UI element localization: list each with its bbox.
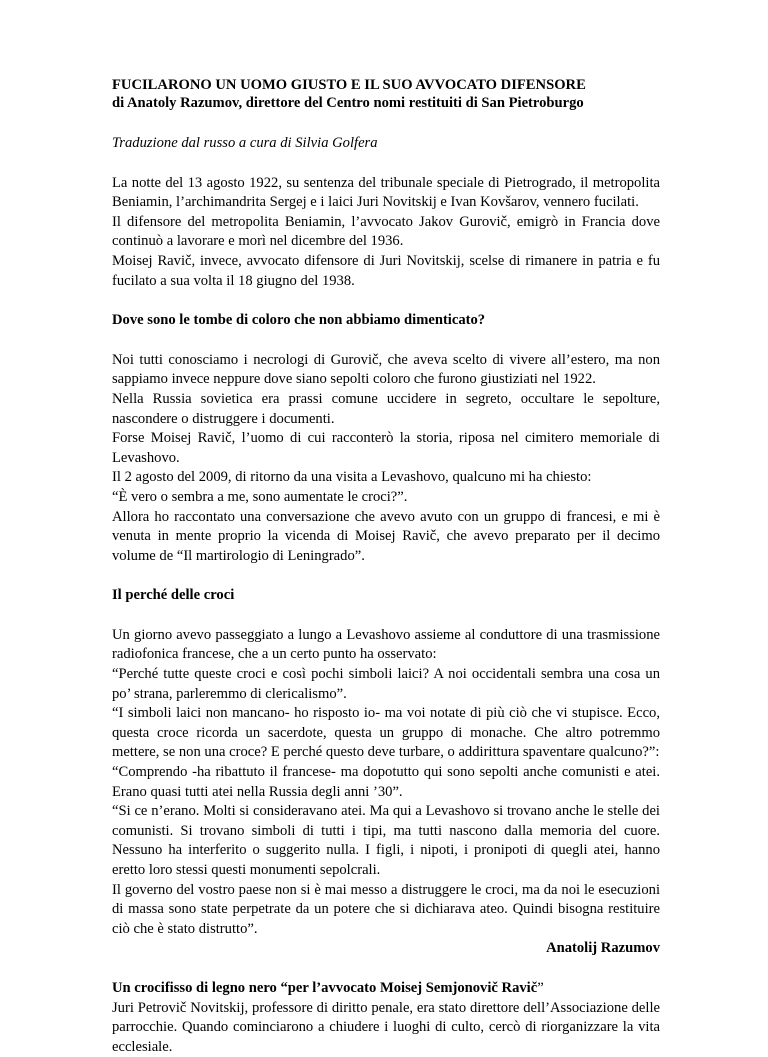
section-tombs: [112, 351, 660, 567]
paragraph-line: La notte del 13 agosto 1922, su sentenza del tribunale speciale di Pietrogrado, il metropolita Beniamin, l’archimandrita Sergej e i laici Juri Novitskij e Ivan Kovšarov, vennero fucilati.: [112, 174, 660, 211]
document-title: FUCILARONO UN UOMO GIUSTO E IL SUO AVVOCATO DIFENSORE: [112, 77, 586, 93]
section-heading-tombs: Dove sono le tombe di coloro che non abbiamo dimenticato?: [112, 312, 486, 329]
paragraph-line: “Perché tutte queste croci e così pochi simboli laici? A noi occidentali sembra una cosa un po’ strana, parleremmo di clericalismo”.: [112, 666, 660, 702]
paragraph-line: Moisej Ravič, invece, avvocato difensore di Juri Novitskij, scelse di rimanere in patria e fu fucilato a sua volta il 18 giugno del 1938.: [112, 252, 660, 289]
paragraph-line: “I simboli laici non mancano- ho risposto io- ma voi notate di più ciò che vi stupisce. Ecco, questa croce ricorda un sacerdote, questa un gruppo di monache. Che altro potremmo mettere, se non una croce? E perché questo deve turbare, o addirittura spaventare qualcuno?”:: [112, 705, 660, 761]
heading-bold-part: Un crocifisso di legno nero “per l’avvocato Moisej Semjonovič Ravič: [112, 979, 538, 996]
paragraph-line: Il difensore del metropolita Beniamin, l’avvocato Jakov Gurovič, emigrò in Francia dove continuò a lavorare e morì nel dicembre del 1936.: [112, 213, 660, 250]
paragraph-line: Forse Moisej Ravič, l’uomo di cui racconterò la storia, riposa nel cimitero memoriale di Levashovo.: [112, 430, 660, 466]
paragraph-line: “È vero o sembra a me, sono aumentate le croci?”.: [112, 488, 408, 505]
author-signature: Anatolij Razumov: [546, 940, 660, 957]
section-crucifix-text: Juri Petrovič Novitskij, professore di diritto penale, era stato direttore dell’Associazione delle parrocchie. Quando cominciarono a chiudere i luoghi di culto, cercò di riorganizzare la vita ecclesiale.: [112, 999, 660, 1055]
document-page: [112, 76, 660, 1057]
paragraph-line: “Si ce n’erano. Molti si consideravano atei. Ma qui a Levashovo si trovano anche le stelle dei comunisti. Si trovano simboli di tutti i tipi, ma tutti nascono dalla memoria del cuore. Nessuno ha interferito o suggerito nulla. I figli, i nipoti, i pronipoti di quegli atei, hanno eretto loro stessi questi monumenti sepolcrali.: [112, 803, 660, 878]
section-crosses: [112, 626, 660, 959]
document-subtitle: di Anatoly Razumov, direttore del Centro nomi restituiti di San Pietroburgo: [112, 95, 584, 111]
paragraph-line: Il 2 agosto del 2009, di ritorno da una visita a Levashovo, qualcuno mi ha chiesto:: [112, 469, 592, 486]
intro-paragraph: [112, 174, 660, 292]
paragraph-line: Allora ho raccontato una conversazione che avevo avuto con un gruppo di francesi, e mi è venuta in mente proprio la vicenda di Moisej Ravič, che avevo preparato per il decimo volume de “Il martirologio di Leningrado”.: [112, 508, 660, 564]
paragraph-line: Un giorno avevo passeggiato a lungo a Levashovo assieme al conduttore di una trasmissione radiofonica francese, che a un certo punto ha osservato:: [112, 626, 660, 663]
paragraph-line: Nella Russia sovietica era prassi comune uccidere in segreto, occultare le sepolture, nascondere o distruggere i documenti.: [112, 390, 660, 427]
paragraph-line: Il governo del vostro paese non si è mai messo a distruggere le croci, ma da noi le esecuzioni di massa sono state perpetrate da un potere che si dichiarava ateo. Quindi bisogna restituire ciò che è stato distrutto”.: [112, 881, 660, 937]
paragraph-line: Noi tutti conosciamo i necrologi di Gurovič, che aveva scelto di vivere all’estero, ma non sappiamo invece neppure dove siano sepolti coloro che furono giustiziati nel 1922.: [112, 351, 660, 388]
section-heading-crosses: Il perché delle croci: [112, 587, 235, 604]
heading-closing-quote: ”: [537, 979, 544, 996]
translation-credit: Traduzione dal russo a cura di Silvia Golfera: [112, 135, 378, 151]
section-heading-crucifix: [112, 979, 660, 999]
paragraph-line: “Comprendo -ha ribattuto il francese- ma dopotutto qui sono sepolti anche comunisti e atei. Erano quasi tutti atei nella Russia degli anni ’30”.: [112, 764, 660, 800]
